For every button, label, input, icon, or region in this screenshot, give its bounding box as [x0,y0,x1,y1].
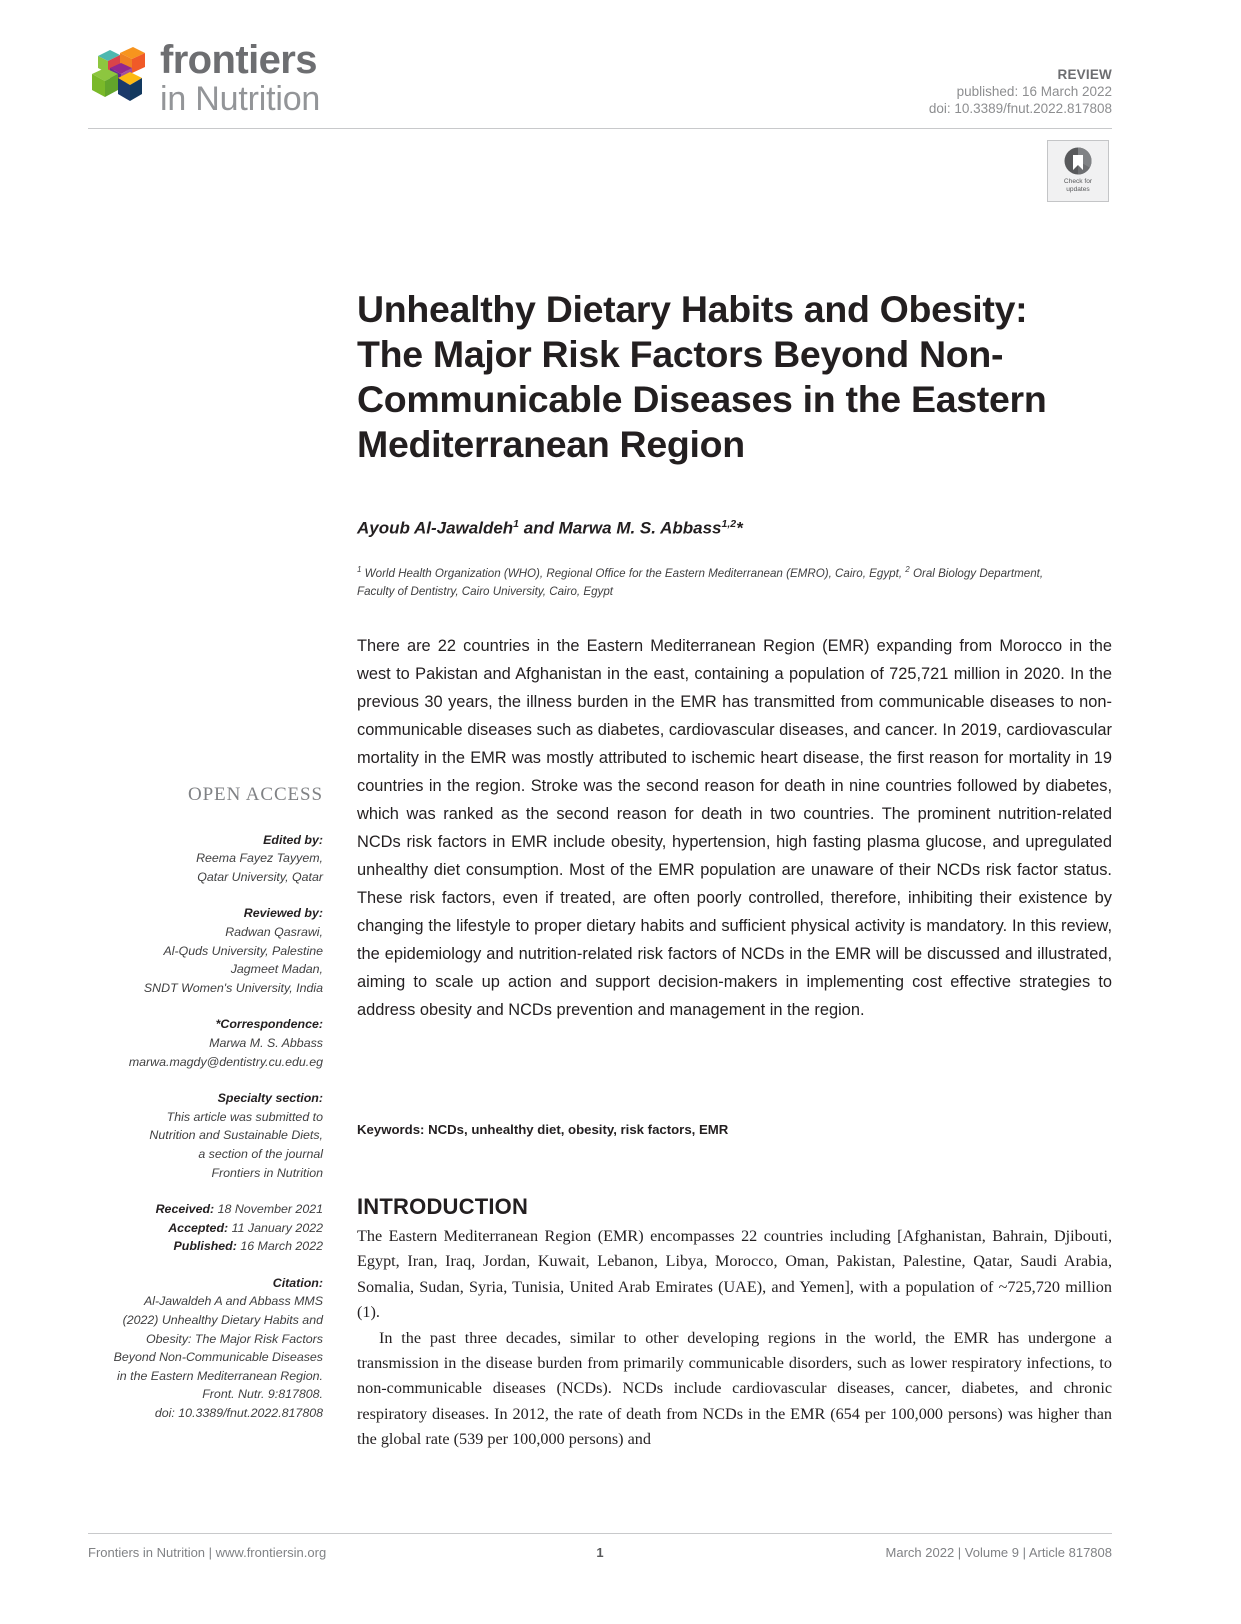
edited-by-label: Edited by: [263,832,323,847]
article-type: REVIEW [1057,67,1112,82]
intro-paragraph-2: In the past three decades, similar to other developing regions in the world, the EMR has undergone a transmission in the disease burden from primarily communicable disorders, such as lower respiratory infections, to non-communicable diseases (NCDs). NCDs include cardiovascular diseases, cancer, diabetes, and chronic respiratory diseases. In 2012, the rate of death from NCDs in the EMR (654 per 100,000 persons) was higher than the global rate (539 per 100,000 persons) and [357,1328,1112,1449]
author-list: Ayoub Al-Jawaldeh$^1$ and Marwa M. S. Abbass$^{1,2}$* [357,518,743,538]
section-heading-introduction: INTRODUCTION [357,1194,529,1220]
footer-divider [88,1533,1112,1534]
correspondence-email[interactable]: marwa.magdy@dentistry.cu.edu.eg [128,1054,323,1069]
reviewer-1-affiliation: Al-Quds University, Palestine [163,943,323,958]
reviewer-1-name: Radwan Qasrawi, [225,924,323,939]
footer-journal-url[interactable]: Frontiers in Nutrition | www.frontiersin.org [88,1545,327,1560]
edited-by-block [88,831,323,887]
keywords-line: Keywords: NCDs, unhealthy diet, obesity, risk factors, EMR [357,1122,729,1137]
specialty-section-block [88,1089,323,1182]
specialty-line-2: Nutrition and Sustainable Diets, [149,1128,323,1143]
reviewed-by-label: Reviewed by: [243,906,323,921]
specialty-line-4: Frontiers in Nutrition [211,1165,323,1180]
journal-brand: frontiers [160,38,317,82]
reviewer-2-name: Jagmeet Madan, [230,962,323,977]
citation-line-2: (2022) Unhealthy Dietary Habits and [122,1313,323,1328]
page-title: Unhealthy Dietary Habits and Obesity: The Major Risk Factors Beyond Non-Communicable Diseases in the Eastern Mediterranean Region [357,288,1047,466]
journal-name: in Nutrition [160,80,321,118]
accepted-value: 11 January 2022 [231,1220,323,1235]
footer-page-number: 1 [596,1545,604,1560]
received-label: Received: [155,1202,215,1217]
correspondence-label: *Correspondence: [215,1017,323,1032]
citation-line-7[interactable]: doi: 10.3389/fnut.2022.817808 [154,1406,323,1421]
footer-issue-info: March 2022 | Volume 9 | Article 817808 [885,1545,1112,1560]
citation-line-5: in the Eastern Mediterranean Region. [117,1368,323,1383]
abstract-text: There are 22 countries in the Eastern Mediterranean Region (EMR) expanding from Morocco in the west to Pakistan and Afghanistan in the east, containing a population of 725,721 million in 2020. In the previous 30 years, the illness burden in the EMR has transmitted from communicable diseases to non-communicable diseases such as diabetes, cardiovascular diseases, and cancer. In 2019, cardiovascular mortality in the EMR was mostly attributed to ischemic heart disease, the first reason for mortality in 19 countries in the region. Stroke was the second reason for death in nine countries followed by diabetes, which was ranked as the second reason for death in two countries. The prominent nutrition-related NCDs risk factors in EMR include obesity, hypertension, high fasting plasma glucose, and upregulated unhealthy diet consumption. Most of the EMR population are unaware of their NCDs risk factor status. These risk factors, even if treated, are often poorly controlled, therefore, inhibiting their existence by changing the lifestyle to proper dietary habits and sufficient physical activity is mandatory. In this review, the epidemiology and nutrition-related risk factors of NCDs in the EMR will be discussed and illustrated, aiming to scale up action and support decision-makers in implementing cost effective strategies to address obesity and NCDs prevention and management in the region. [357,637,1112,1019]
correspondence-block [88,1015,323,1071]
affiliations: $^1$ World Health Organization (WHO), Regional Office for the Eastern Mediterranean (EMRO), Cairo, Egypt, $^2$ Oral Biology Department, Faculty of Dentistry, Cairo University, Cairo, Egypt [357,565,1044,598]
specialty-line-1: This article was submitted to [166,1109,323,1124]
received-value: 18 November 2021 [217,1202,323,1217]
sidebar [88,786,323,1441]
accepted-label: Accepted: [168,1220,229,1235]
intro-paragraph-1 [357,1224,1112,1326]
page-header [88,40,1112,130]
edited-by-affiliation: Qatar University, Qatar [197,869,323,884]
frontiers-cubes-icon [88,44,150,112]
published-date: published: 16 March 2022 [956,84,1112,99]
published-line [88,1237,323,1256]
reference-link-1[interactable]: 1 [362,1303,371,1322]
crossmark-line1: Check for [1063,178,1093,185]
published-value: 16 March 2022 [240,1239,323,1254]
introduction-body [357,1224,1112,1453]
intro-p1-a: The Eastern Mediterranean Region (EMR) encompasses 22 countries including [Afghanistan, Bahrain, Djibouti, Egypt, Iran, Iraq, Jordan, Kuwait, Lebanon, Libya, Morocco, Oman, Pakistan, Palestine, Qatar, Saudi Arabia, Somalia, Sudan, Syria, Tunisia, United Arab Emirates (UAE), and Yemen], with a population of ~725,720 million ( [357,1227,1112,1322]
crossmark-icon [1063,146,1093,176]
edited-by-name: Reema Fayez Tayyem, [196,851,323,866]
doi-line: doi: 10.3389/fnut.2022.817808 [928,101,1112,116]
journal-logo [88,40,320,116]
reviewer-2-affiliation: SNDT Women's University, India [143,980,323,995]
published-label: Published: [173,1239,237,1254]
received-line [88,1200,323,1219]
citation-line-1: Al-Jawaldeh A and Abbass MMS [143,1294,323,1309]
specialty-line-3: a section of the journal [198,1146,323,1161]
accepted-line [88,1219,323,1238]
check-for-updates-badge[interactable] [1047,140,1109,202]
citation-line-3: Obesity: The Major Risk Factors [146,1331,323,1346]
citation-block [88,1274,323,1423]
journal-logo-text [160,40,320,116]
header-divider [88,128,1112,129]
intro-p1-b: ). [370,1303,380,1322]
reviewed-by-block [88,904,323,997]
check-for-updates-label [1064,178,1092,193]
citation-line-6: Front. Nutr. 9:817808. [202,1387,323,1402]
header-meta [929,66,1112,117]
open-access-label: OPEN ACCESS [187,784,323,805]
dates-block [88,1200,323,1256]
specialty-label: Specialty section: [217,1091,323,1106]
correspondence-name: Marwa M. S. Abbass [209,1035,323,1050]
citation-label: Citation: [272,1275,323,1290]
citation-line-4: Beyond Non-Communicable Diseases [113,1350,323,1365]
crossmark-line2: updates [1066,185,1090,193]
